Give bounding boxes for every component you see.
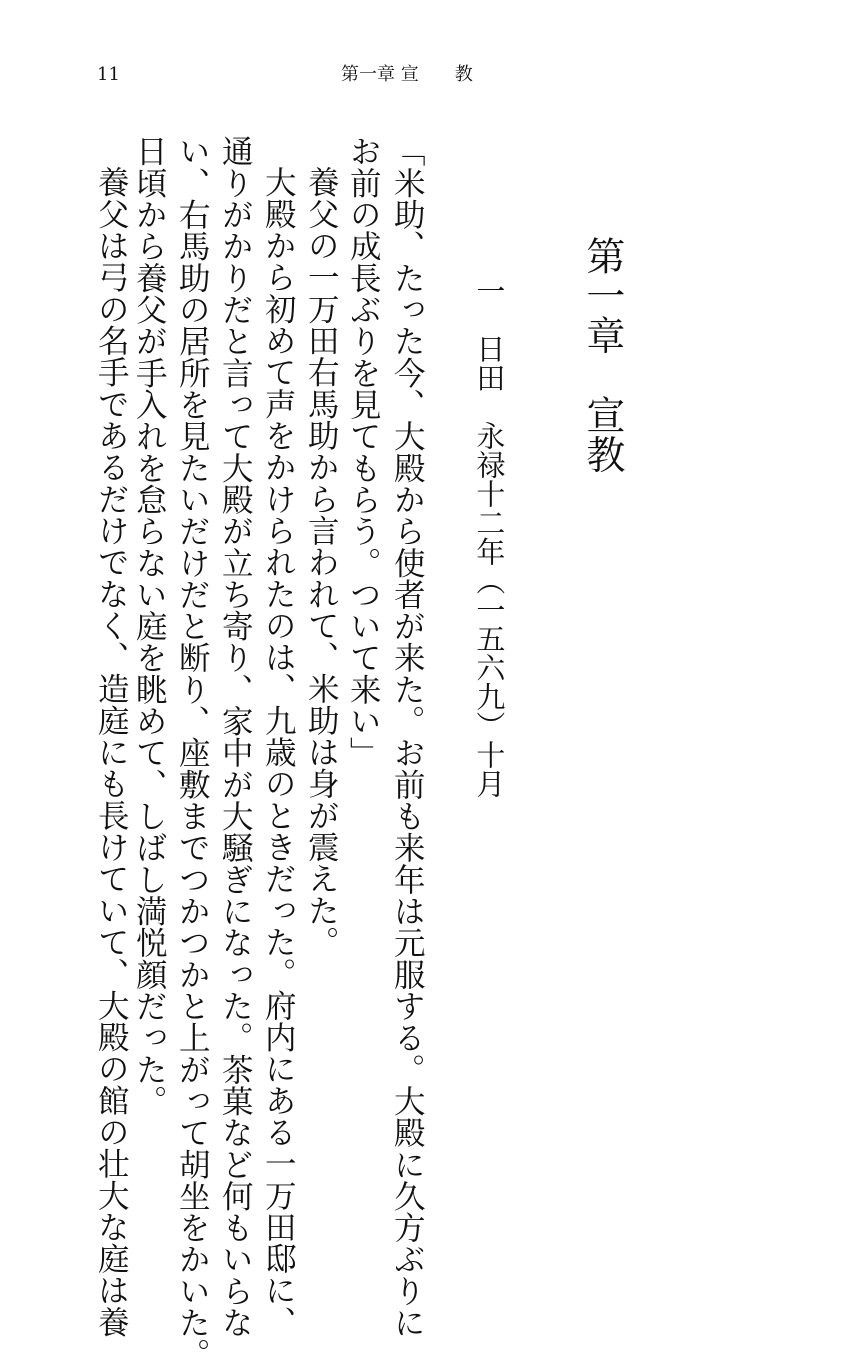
body-column-2: お前の成長ぶりを見てもらう。ついて来い」 xyxy=(345,135,382,769)
body-column-8: 養父は弓の名手であるだけでなく、造庭にも長けていて、大殿の館の壮大な庭は養 xyxy=(93,166,130,1338)
body-column-3: 養父の一万田右馬助から言われて、米助は身が震えた。 xyxy=(303,166,340,958)
body-column-7: 日頃から養父が手入れを怠らない庭を眺めて、しばし満悦顔だった。 xyxy=(131,135,168,1117)
body-column-6: い、右馬助の居所を見たいだけだと断り、座敷までつかつかと上がって胡坐をかいた。 xyxy=(174,135,211,1370)
chapter-title: 第一章 宣教 xyxy=(579,236,625,475)
section-heading: 一 日田 永禄十二年（一五六九）十月 xyxy=(472,276,507,798)
body-column-4: 大殿から初めて声をかけられたのは、九歳のときだった。府内にある一万田邸に、 xyxy=(260,166,297,1338)
body-column-1: 「米助、たった今、大殿から使者が来た。お前も来年は元服する。大殿に久方ぶりに xyxy=(389,135,426,1338)
page-number: 11 xyxy=(97,64,120,85)
body-column-5: 通りがかりだと言って大殿が立ち寄り、家中が大騒ぎになった。茶菓など何もいらな xyxy=(217,135,254,1338)
running-head: 第一章 宣 教 xyxy=(341,64,473,85)
